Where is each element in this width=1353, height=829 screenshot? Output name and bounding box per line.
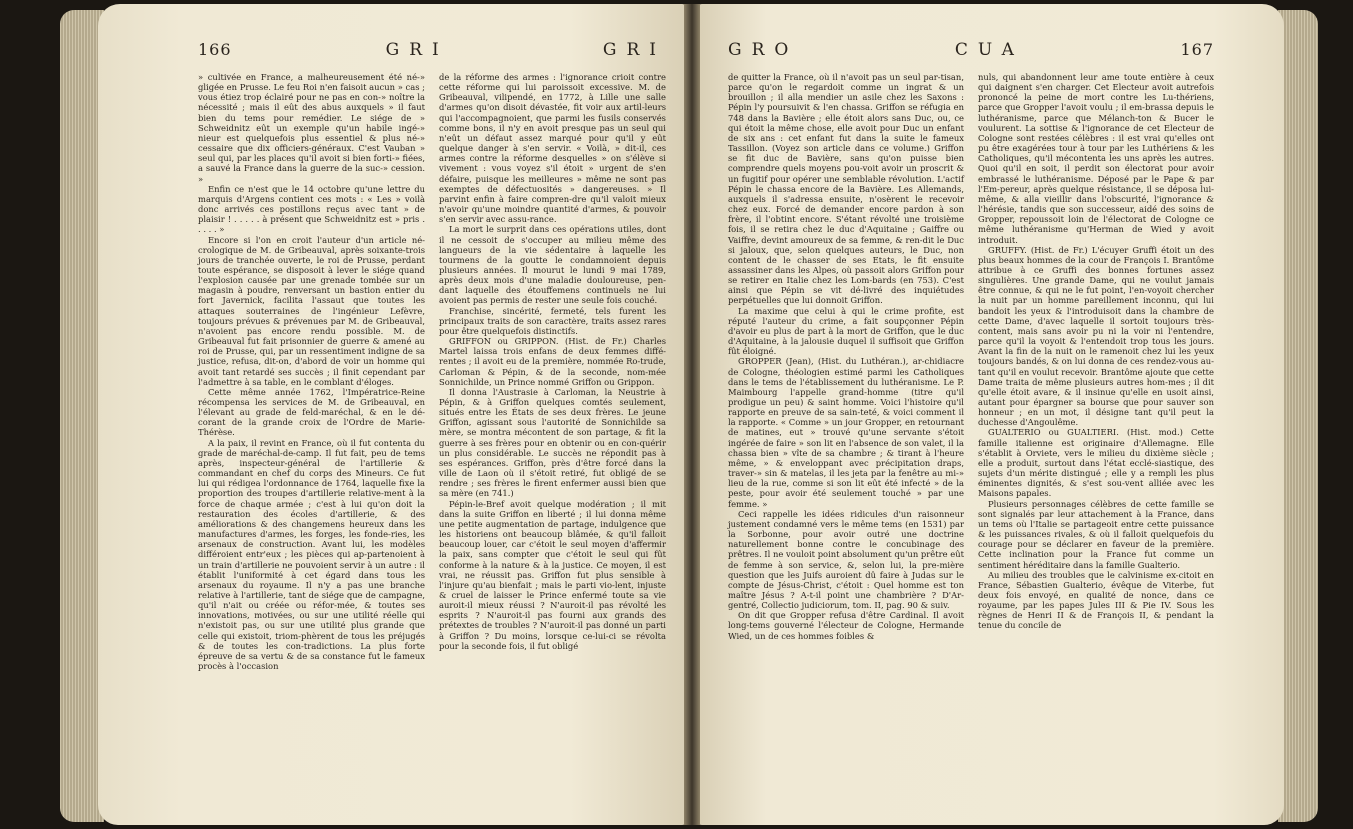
paragraph: nuls, qui abandonnent leur ame toute entière à ceux qui daignent s'en charger. Cet Electeur avoit autrefois prononcé la peine de mort contre les Lu-thériens, parce que Gropper l'avoit voulu ; il em-brassa depuis le luthéranisme, parce que Mélanch-ton & Bucer le voulurent. La sottise & l'ignorance de cet Electeur de Cologne sont restées célèbres : il est vrai qu'elles ont pu être exagérées tour à tour par les Luthériens & les Catholiques, qu'il mécontenta les uns après les autres. Quoi qu'il en soit, il perdit son électorat pour avoir embrassé le luthéranisme. Déposé par le Pape & par l'Em-pereur, après quelque résistance, il se déposa lui-même, & alla vieillir dans l'obscurité, l'ignorance & l'hérésie, tandis que son successeur, aidé des soins de Gropper, repoussoit loin de l'électorat de Cologne ce même luthéranisme qu'Herman de Wied y avoit introduit. — [978, 72, 1214, 245]
entry-paragraph: GRIFFON ou GRIPPON. (Hist. de Fr.) Charles Martel laissa trois enfans de deux femmes diffé-rentes ; il avoit eu de la première, nommée Ro-trude, Carloman & Pépin, & de la seconde, nom-mée Sonnichilde, un Prince nommé Griffon ou Grippon. — [439, 336, 666, 387]
paragraph: de la réforme des armes : l'ignorance crioit contre cette réforme qui lui paroissoit excessive. M. de Gribeauval, vilipendé, en 1772, à Lille une salle d'armes qu'on disoit dévastée, fit voir aux artil-leurs qui l'accompagnoient, que parmi les fusils conservés comme bons, il n'y en avoit presque pas un seul qui n'eût un défaut assez marqué pour qu'il y eût quelque danger à s'en servir. « Voilà, » dit-il, ces armes contre la réforme desquelles » on s'élève si vivement : vous voyez s'il étoit » urgent de s'en défaire, puisque les meilleures » même ne sont pas exemptes de défectuosités » dangereuses. » Il parvint enfin à faire compren-dre qu'il valoit mieux n'avoir qu'une moindre quantité d'armes, & pouvoir s'en servir avec assu-rance. — [439, 72, 666, 225]
right-column-2 — [978, 72, 1214, 641]
paragraph: » cultivée en France, a malheureusement été né-» gligée en Prusse. Le feu Roi n'en faisoit aucun » cas ; vous étiez trop éclairé pour ne pas en con-» noître la nécessité ; mais il eût des abus auxquels » il faut bien du tems pour remédier. Le siége de » Schweidnitz eût un exemple qu'un habile ingé-» nieur est quelquefois plus essentiel & plus né-» cessaire que dix officiers-généraux. C'est Vauban » seul qui, par les places qu'il avoit si bien forti-» fiées, a sauvé la France dans la guerre de la suc-» cession. » — [198, 72, 425, 184]
paragraph: La mort le surprit dans ces opérations utiles, dont il ne cessoit de s'occuper au milieu même des langueurs de la vie sédentaire à laquelle les tourmens de la goutte le condamnoient depuis plusieurs années. Il mourut le lundi 9 mai 1789, après deux mois d'une maladie douloureuse, pen-dant laquelle des étouffemens continuels ne lui avoient pas permis de rester une seule fois couché. — [439, 224, 666, 306]
left-page-number: 166 — [198, 40, 232, 59]
paragraph: de quitter la France, où il n'avoit pas un seul par-tisan, parce qu'on le regardoit comme un ingrat & un brouillon ; il alla mendier un asile chez les Saxons : Pépin l'y poursuivit & l'en chassa. Griffon se réfugia en 748 dans la Bavière ; elle étoit alors sans Duc, ou, ce qui étoit la même chose, elle avoit pour Duc un enfant de six ans : cet enfant fut dans la suite le fameux Tassillon. (Voyez son article dans ce volume.) Griffon se fit duc de Bavière, sans qu'on puisse bien comprendre quels moyens pou-voit avoir un proscrit & un fugitif pour opérer une semblable révolution. L'actif Pépin le chassa encore de la Bavière. Les Allemands, auxquels il s'adressa ensuite, n'osèrent le recevoir chez eux. Forcé de demander encore pardon à son frère, il l'obtint encore. S'étant révolté une troisième fois, il se retira chez le duc d'Aquitaine ; Gaiffre ou Vaiffre, devint amoureux de sa femme, & ren-dit le Duc si jaloux, que, selon quelques auteurs, le Duc, non content de le chasser de ses Etats, le fit ensuite assassiner dans les Alpes, où passoit alors Griffon pour se retirer en Italie chez les Lom-bards (en 753). C'est ainsi que Pépin se vit dé-livré des inquiétudes perpétuelles que lui donnoit Griffon. — [728, 72, 964, 306]
paragraph: Plusieurs personnages célèbres de cette famille se sont signalés par leur attachement à la France, dans un tems où l'Italie se partageoit entre cette puissance & les puissances rivales, & où il falloit quelquefois du courage pour se déclarer en faveur de la première. Cette inclination pour la France fut comme un sentiment héréditaire dans la famille Gualterio. — [978, 498, 1214, 570]
paragraph: La maxime que celui à qui le crime profite, est réputé l'auteur du crime, a fait soupçonner Pépin d'avoir eu plus de part à la mort de Griffon, que le duc d'Aquitaine, à la jalousie duquel il suffisoit que Griffon fût éloigné. — [728, 305, 964, 357]
left-column-1 — [198, 72, 425, 671]
paragraph: Enfin ce n'est que le 14 octobre qu'une lettre du marquis d'Argens contient ces mots : « Les » voilà donc arrivés ces postillons reçus avec tant » de plaisir ! . . . . . à présent que Schweidnitz est » pris . . . . . » — [198, 183, 425, 235]
right-column-1 — [728, 72, 964, 641]
right-page-number: 167 — [1180, 40, 1214, 59]
right-page — [696, 4, 1284, 825]
paragraph: Franchise, sincérité, fermeté, tels furent les principaux traits de son caractère, traits assez rares pour être quelquefois distinctifs. — [439, 305, 666, 336]
entry-paragraph: GROPPER (Jean), (Hist. du Luthéran.), ar-chidiacre de Cologne, théologien estimé parmi les Catholiques dans le tems de l'établissement du luthéranisme. Le P. Maimbourg l'appelle grand-homme (titre qu'il prodigue un peu) & saint homme. Voici l'histoire qu'il rapporte en preuve de sa sain-teté, & voici comment il la rapporte. « Comme » un jour Gropper, en retournant de matines, eut » trouvé qu'une servante s'étoit ingérée de faire » son lit en l'absence de son valet, il la chassa bien » vîte de sa chambre ; & tirant à l'heure même, » & enveloppant avec précipitation draps, traver-» sin & matelas, il les jeta par la fenêtre au mi-» lieu de la rue, comme si son lit eût été infecté » de la peste, pour avoir été seulement touché » par une femme. » — [728, 356, 964, 509]
paragraph: A la paix, il revint en France, où il fut contenta du grade de maréchal-de-camp. Il fut fait, peu de tems après, inspecteur-général de l'artillerie & commandant en chef du corps des Mineurs. Ce fut lui qui rédigea l'ordonnance de 1764, laquelle fixe la proportion des troupes d'artillerie relative-ment à la force de chaque armée ; c'est à lui qu'on doit la restauration des écoles d'artillerie, & des améliorations & des changemens heureux dans les manufactures d'armes, les forges, les fonde-ries, les arsenaux de construction. Avant lui, les modèles différoient entr'eux ; les pièces qui ap-partenoient à un train d'artillerie ne pouvoient servir à un autre : il établit l'uniformité à cet égard dans tous les arsenaux du royaume. Il n'y a pas une branche relative à l'artillerie, tant de siége que de campagne, qu'il n'ait ou créée ou réfor-mée, & toutes ses innovations, motivées, ou sur une utilité réelle qui n'existoit pas, ou sur une utilité plus grande que celle qui existoit, triom-phèrent de tous les préjugés & de toutes les con-tradictions. La plus forte épreuve de sa vertu & de sa constance fut le fameux procès à l'occasion — [198, 437, 425, 672]
paragraph: Au milieu des troubles que le calvinisme ex-citoit en France, Sébastien Gualterio, évêque de Viterbe, fut deux fois envoyé, en qualité de nonce, dans ce royaume, par les papes Jules III & Pie IV. Sous les règnes de Henri II & de François II, & pendant la tenue du concile de — [978, 569, 1214, 631]
right-head-word-2: CUA — [954, 40, 1024, 60]
left-running-head — [198, 40, 666, 66]
paragraph: Il donna l'Austrasie à Carloman, la Neustrie à Pépin, & à Griffon quelques comtés seulement, situés entre les États de ses deux frères. Le jeune Griffon, agissant sous l'autorité de Sonnichilde sa mère, se montra mécontent de son partage, & fit la guerre à ses frères pour en obtenir ou en con-quérir un plus considérable. Le succès ne répondit pas à ses espérances. Griffon, près d'être forcé dans la ville de Laon où il s'étoit retiré, fut obligé de se rendre ; ses frères le firent enfermer aussi bien que sa mère (en 741.) — [439, 386, 666, 499]
paragraph: Encore si l'on en croit l'auteur d'un article né-crologique de M. de Gribeauval, après soixante-trois jours de tranchée ouverte, le roi de Prusse, perdant toute espérance, se disposoit à lever le siége quand l'explosion causée par une grenade tombée sur un magasin à poudre, renversant un bastion entier du fort Javernick, facilita l'assaut que toutes les attaques souterraines de l'ingénieur Lefèvre, toujours prévues & prévenues par M. de Gribeauval, n'avoient pas encore rendu possible. M. de Gribeauval fut fait prisonnier de guerre & amené au roi de Prusse, qui, par un ressentiment indigne de sa justice, refusa, dit-on, d'abord de voir un homme qui avoit tant retardé ses succès ; il finit cependant par l'admettre à sa table, en le comblant d'éloges. — [198, 234, 425, 387]
left-page — [98, 4, 688, 825]
paragraph: On dit que Gropper refusa d'être Cardinal. Il avoit long-tems gouverné l'électeur de Cologne, Hermande Wied, un de ces hommes foibles & — [728, 610, 964, 641]
paragraph: Ceci rappelle les idées ridicules d'un raisonneur justement condamné vers le même tems (en 1531) par la Sorbonne, pour avoir outré une doctrine naturellement bonne contre le concubinage des prêtres. Il ne vouloit point absolument qu'un prêtre eût de femme à son service, &, selon lui, la pre-mière question que les Juifs auroient dû faire à Judas sur le compte de Jésus-Christ, c'étoit : Quel homme est ton maître Jésus ? A-t-il point une chambrière ? D'Ar-gentré, Collectio judiciorum, tom. II, pag. 90 & suiv. — [728, 508, 964, 611]
right-page-edges — [1278, 10, 1318, 822]
left-column-2 — [439, 72, 666, 671]
open-book — [60, 4, 1320, 825]
right-head-word-1: GRO — [728, 40, 799, 60]
left-head-word-1: GRI — [385, 40, 449, 60]
book-gutter — [684, 4, 700, 825]
entry-paragraph: GUALTERIO ou GUALTIERI. (Hist. mod.) Cette famille italienne est originaire d'Allemagne. Elle s'établit à Orviete, vers le milieu du dixième siècle ; elle a produit, surtout dans l'état ecclé-siastique, des sujets d'un mérite distingué ; elle y a rempli les plus éminentes dignités, & s'est sou-vent alliée avec les Maisons papales. — [978, 427, 1214, 499]
left-head-word-2: GRI — [602, 40, 666, 60]
entry-paragraph: GRUFFY. (Hist. de Fr.) L'écuyer Gruffi étoit un des plus beaux hommes de la cour de François I. Brantôme attribue à ce Gruffi des bonnes fortunes assez singulières. Une grande Dame, qui ne voulut jamais être connue, & qui ne le fut point, l'en-voyoit chercher la nuit par un homme pareillement inconnu, qui lui bandoit les yeux & l'introduisoit dans la chambre de cette Dame, d'avec laquelle il sortoit toujours très-content, mais sans avoir pu ni la voir ni l'entendre, parce qu'il la voyoit & l'entendoit trop tous les jours. Avant la fin de la nuit on le ramenoit chez lui les yeux toujours bandés, & on lui donna de ces rendez-vous au-tant qu'il en voulut recevoir. Brantôme ajoute que cette Dame traita de même plusieurs autres hom-mes ; il dit qu'elle étoit avare, & il insinue qu'elle en usoit ainsi, autant pour épargner sa bourse que pour sauver son honneur ; en un mot, il désigne tant qu'il peut la duchesse d'Angoulême. — [978, 244, 1214, 428]
paragraph: Pépin-le-Bref avoit quelque modération ; il mit dans la suite Griffon en liberté ; il lui donna même une petite augmentation de partage, indulgence que les historiens ont beaucoup blâmée, & qu'il falloit beaucoup louer, car c'étoit le seul moyen d'affermir la paix, sans compter que c'étoit le seul qui fût conforme à la nature & à la justice. Ce moyen, il est vrai, ne réussit pas. Griffon fut plus sensible à l'injure qu'au bienfait ; mais le parti vio-lent, injuste & cruel de laisser le Prince enfermé toute sa vie auroit-il mieux réussi ? N'auroit-il pas révolté les esprits ? N'auroit-il pas fourni aux grands des prétextes de troubles ? N'auroit-il pas donné un parti à Griffon ? Du moins, lorsque ce-lui-ci se révolta pour la seconde fois, il fut obligé — [439, 498, 666, 651]
right-running-head — [728, 40, 1214, 66]
paragraph: Cette même année 1762, l'Impératrice-Reine récompensa les services de M. de Gribeauval, en l'élevant au grade de feld-maréchal, & en le dé-corant de la grande croix de l'Ordre de Marie-Thérèse. — [198, 386, 425, 438]
